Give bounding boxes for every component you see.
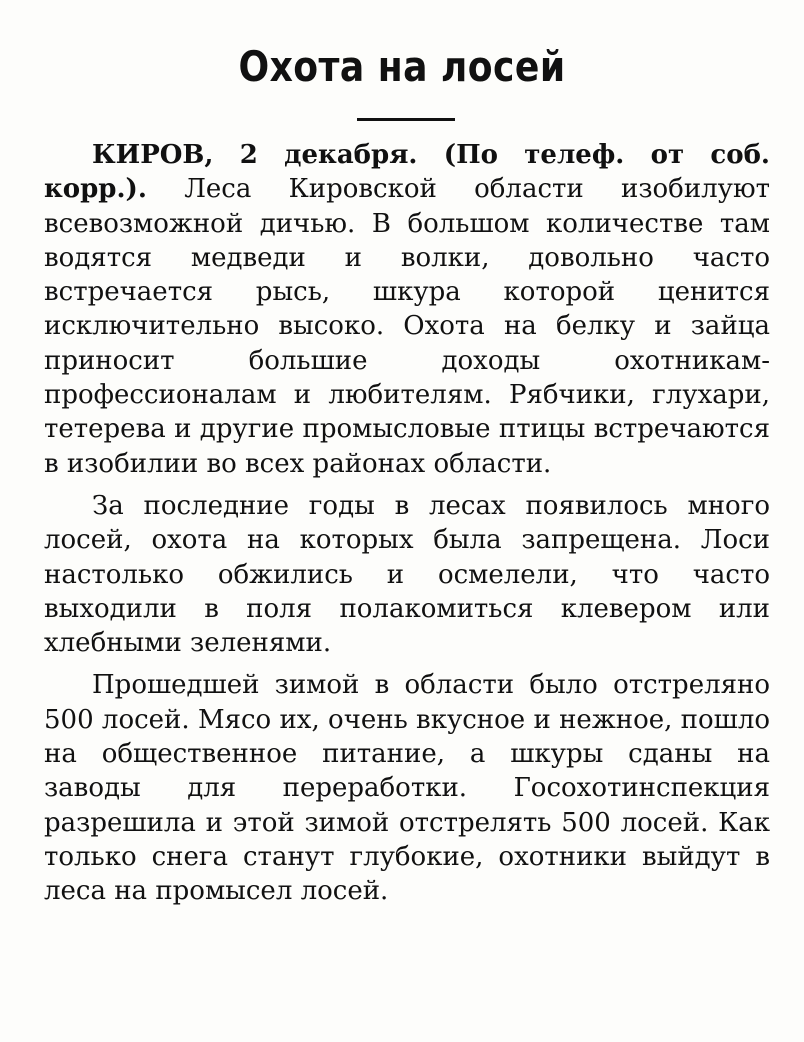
headline-divider [357, 118, 455, 121]
article-paragraph-1 [44, 138, 770, 481]
article-paragraph-3: Прошедшей зимой в области было отстреляно 500 лосей. Мясо их, очень вкусное и нежное, пошло на общественное питание, а шкуры сданы на заводы для переработки. Госохотинспекция разрешила и этой зимой отстрелять 500 лосей. Как только снега станут глубокие, охотники выйдут в леса на промысел лосей. [44, 670, 770, 907]
article-dateline: КИРОВ, 2 декабря. (По телеф. от соб. корр.). [44, 140, 770, 205]
article-body [44, 138, 770, 909]
article-headline: Охота на лосей [238, 42, 566, 91]
article-paragraph-1-text: Леса Кировской области изобилуют всевозможной дичью. В большом количестве там водятся медведи и волки, довольно часто встречается рысь, шкура которой ценится исключительно высоко. Охота на белку и зайца приносит большие доходы охотникам-профессионалам и любителям. Рябчики, глухари, тетерева и другие промысловые птицы встречаются в изобилии во всех районах области. [44, 174, 770, 479]
article-paragraph-2: За последние годы в лесах появилось много лосей, охота на которых была запрещена. Лоси настолько обжились и осмелели, что часто выходили в поля полакомиться клевером или хлебными зеленями. [44, 490, 770, 659]
